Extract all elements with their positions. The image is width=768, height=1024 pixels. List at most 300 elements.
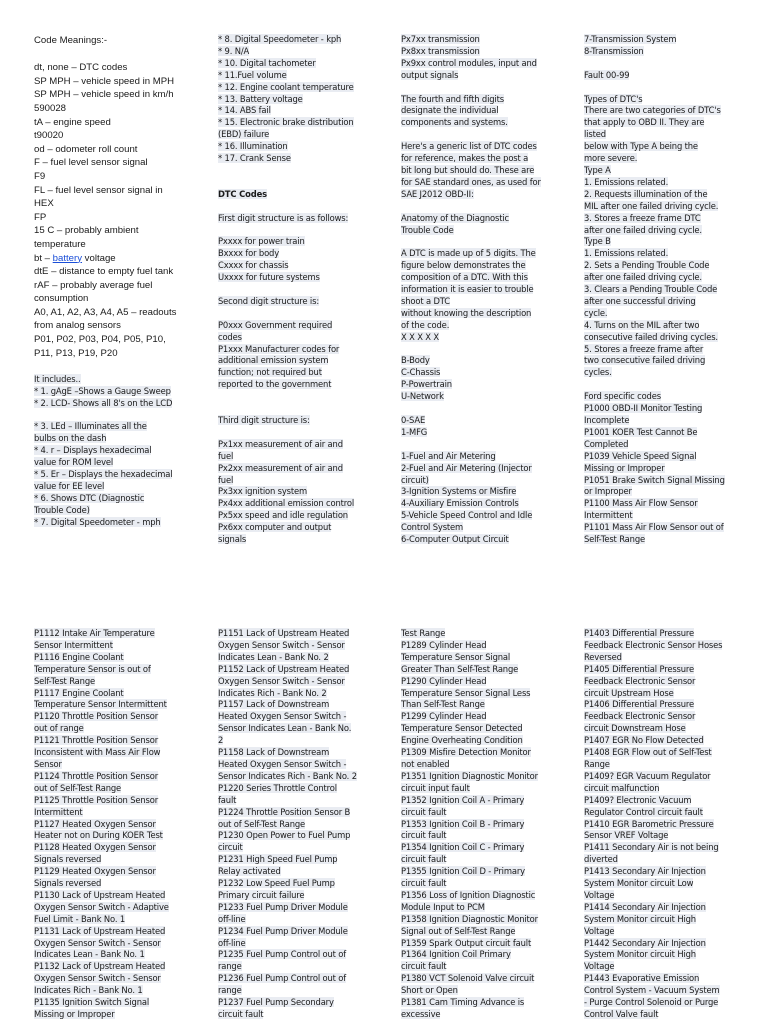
line-text: after one failed driving cycle. <box>584 272 702 283</box>
line-text: P1410 EGR Barometric Pressure <box>584 818 714 829</box>
line-text: Fault 00-99 <box>584 69 630 80</box>
line-text: * 7. Digital Speedometer - mph <box>34 516 161 527</box>
text-line <box>584 890 760 902</box>
text-line <box>218 58 394 70</box>
line-text: P1000 OBD-II Monitor Testing <box>584 403 703 414</box>
text-line <box>218 236 394 248</box>
text-line <box>218 699 394 711</box>
text-line <box>401 260 577 272</box>
line-text: Range <box>584 758 610 769</box>
line-text: temperature <box>34 238 86 250</box>
line-text: signals <box>218 534 247 545</box>
text-line <box>34 319 210 333</box>
gauge-functions-list <box>34 374 210 529</box>
text-line <box>401 355 577 367</box>
text-line <box>218 320 394 332</box>
line-text: Sensor VREF Voltage <box>584 830 669 841</box>
text-line <box>401 854 577 866</box>
line-text: * 11.Fuel volume <box>218 69 287 80</box>
text-line <box>401 427 577 439</box>
line-text: Control Valve fault <box>584 1009 659 1019</box>
line-text: * 17. Crank Sense <box>218 153 291 164</box>
line-text: 3-Ignition Systems or Misfire <box>401 486 517 497</box>
blank-line <box>401 129 577 141</box>
text-line <box>401 926 577 938</box>
text-line <box>584 819 760 831</box>
line-text: or Improper <box>584 486 632 497</box>
text-line <box>218 902 394 914</box>
text-line <box>584 272 760 284</box>
text-line <box>401 735 577 747</box>
text-line <box>401 914 577 926</box>
line-text: for reference, makes the post a <box>401 153 529 164</box>
text-line <box>34 640 210 652</box>
line-text: Heater not on During KOER Test <box>34 830 163 841</box>
text-line <box>584 699 760 711</box>
line-text: Sensor Intermittent <box>34 639 113 650</box>
text-line <box>584 783 760 795</box>
text-line <box>401 1009 577 1021</box>
text-line <box>34 711 210 723</box>
line-text: P1442 Secondary Air Injection <box>584 937 706 948</box>
line-text: Px2xx measurement of air and <box>218 462 343 473</box>
text-line <box>218 878 394 890</box>
line-text: Indicates Rich - Bank No. 2 <box>218 687 327 698</box>
line-text: P11, P13, P19, P20 <box>34 347 118 359</box>
text-line <box>218 938 394 950</box>
text-line <box>218 652 394 664</box>
line-text: A DTC is made up of 5 digits. The <box>401 248 536 259</box>
column-3-bottom <box>401 628 577 1021</box>
line-text: * 3. LEd – Illuminates all the <box>34 421 147 432</box>
text-line <box>218 439 394 451</box>
line-text: * 12. Engine coolant temperature <box>218 81 354 92</box>
text-line <box>34 129 210 143</box>
line-text: Self-Test Range <box>584 534 645 545</box>
line-text: composition of a DTC. With this <box>401 272 528 283</box>
text-line <box>584 213 760 225</box>
line-text: Engine Overheating Condition <box>401 735 523 746</box>
text-line <box>401 308 577 320</box>
text-line <box>401 652 577 664</box>
text-line <box>34 75 210 89</box>
line-text: voltage <box>82 252 116 264</box>
line-text: dtE – distance to empty fuel tank <box>34 266 174 278</box>
line-text: P1364 Ignition Coil Primary <box>401 949 511 960</box>
line-text: P1408 EGR Flow out of Self-Test <box>584 747 712 758</box>
blank-line <box>218 201 394 213</box>
text-line <box>401 771 577 783</box>
line-text: 590028 <box>34 102 67 114</box>
line-text: Px1xx measurement of air and <box>218 438 343 449</box>
text-line <box>401 795 577 807</box>
text-line <box>401 664 577 676</box>
line-text: function; not required but <box>218 367 322 378</box>
text-line <box>401 58 577 70</box>
text-line <box>34 197 210 211</box>
line-text: C-Chassis <box>401 367 441 378</box>
line-text: * 2. LCD- Shows all 8's on the LCD <box>34 397 173 408</box>
text-line <box>34 469 210 481</box>
line-text: P1358 Ignition Diagnostic Monitor <box>401 913 538 924</box>
line-text: shoot a DTC <box>401 295 450 306</box>
line-text: 5. Stores a freeze frame after <box>584 343 704 354</box>
line-text: * 15. Electronic brake distribution <box>218 117 354 128</box>
text-line <box>584 367 760 379</box>
text-line <box>34 795 210 807</box>
line-text: Module Input to PCM <box>401 901 485 912</box>
line-text: P1124 Throttle Position Sensor <box>34 770 159 781</box>
line-text: Intermittent <box>584 510 633 521</box>
line-text: diverted <box>584 854 618 865</box>
text-line <box>401 676 577 688</box>
line-text: The fourth and fifth digits <box>401 93 504 104</box>
text-line <box>584 795 760 807</box>
line-text: P1403 Differential Pressure <box>584 628 695 638</box>
line-text: reported to the government <box>218 379 332 390</box>
line-text: * 4. r – Displays hexadecimal <box>34 445 152 456</box>
line-text: Temperature Sensor Intermittent <box>34 699 167 710</box>
text-line <box>584 177 760 189</box>
text-line <box>218 997 394 1009</box>
line-text: P1039 Vehicle Speed Signal <box>584 450 697 461</box>
text-line <box>401 842 577 854</box>
text-line <box>584 105 760 117</box>
line-text: dt, none – DTC codes <box>34 62 128 74</box>
text-line <box>584 260 760 272</box>
text-line <box>34 985 210 997</box>
text-line <box>34 102 210 116</box>
text-line <box>584 153 760 165</box>
line-text: Indicates Lean - Bank No. 2 <box>218 651 329 662</box>
text-line <box>401 498 577 510</box>
text-line <box>34 723 210 735</box>
text-line <box>218 296 394 308</box>
line-text: P1355 Ignition Coil D - Primary <box>401 866 525 877</box>
text-line <box>584 439 760 451</box>
text-line <box>34 902 210 914</box>
text-line <box>34 973 210 985</box>
line-text: circuit input fault <box>401 782 470 793</box>
column-4-bottom <box>584 628 760 1021</box>
line-text: P1001 KOER Test Cannot Be <box>584 426 698 437</box>
line-text: P1237 Fuel Pump Secondary <box>218 997 334 1008</box>
line-text: 4. Turns on the MIL after two <box>584 319 700 330</box>
line-text: P1xxx Manufacturer codes for <box>218 343 340 354</box>
line-text: out of range <box>34 723 84 734</box>
text-line <box>584 973 760 985</box>
line-text: P1132 Lack of Upstream Heated <box>34 961 166 972</box>
text-line <box>218 711 394 723</box>
line-text: Self-Test Range <box>34 675 95 686</box>
line-text: Completed <box>584 438 629 449</box>
line-text: circuit) <box>401 474 429 485</box>
line-text: * 1. gAgE –Shows a Gauge Sweep <box>34 385 171 396</box>
line-text: P1120 Throttle Position Sensor <box>34 711 159 722</box>
line-text: circuit fault <box>401 878 447 889</box>
text-line <box>401 486 577 498</box>
line-text: Sensor <box>34 758 62 769</box>
line-text: P1112 Intake Air Temperature <box>34 628 155 638</box>
blank-line <box>218 308 394 320</box>
text-line <box>34 116 210 130</box>
text-line <box>401 475 577 487</box>
blank-line <box>34 48 210 62</box>
text-line <box>401 117 577 129</box>
text-line <box>218 415 394 427</box>
text-line <box>401 807 577 819</box>
line-text: MIL after one failed driving cycle. <box>584 200 719 211</box>
text-line <box>584 510 760 522</box>
blank-line <box>584 82 760 94</box>
blank-line <box>401 236 577 248</box>
text-line <box>584 355 760 367</box>
line-text: P1414 Secondary Air Injection <box>584 901 706 912</box>
text-line <box>34 505 210 517</box>
line-text: Feedback Electronic Sensor <box>584 675 696 686</box>
line-text: P1354 Ignition Coil C - Primary <box>401 842 525 853</box>
line-text: * 13. Battery voltage <box>218 93 303 104</box>
text-line <box>584 676 760 688</box>
text-line <box>218 367 394 379</box>
line-text: * 14. ABS fail <box>218 105 271 116</box>
line-text: Px5xx speed and idle regulation <box>218 510 348 521</box>
line-text: Px4xx additional emission control <box>218 498 355 509</box>
text-line <box>584 117 760 129</box>
line-text: bulbs on the dash <box>34 433 107 444</box>
text-line <box>34 628 210 640</box>
text-line <box>218 866 394 878</box>
text-line <box>584 534 760 546</box>
line-text: from analog sensors <box>34 320 121 332</box>
line-text: without knowing the description <box>401 307 532 318</box>
line-text: P1352 Ignition Coil A - Primary <box>401 794 525 805</box>
line-text: after one successful driving <box>584 295 696 306</box>
text-line <box>218 534 394 546</box>
text-line <box>218 640 394 652</box>
text-line <box>401 451 577 463</box>
text-line <box>401 248 577 260</box>
line-text: excessive <box>401 1009 441 1019</box>
line-text: Control System <box>401 522 464 533</box>
text-line <box>584 759 760 771</box>
line-text: listed <box>584 129 606 140</box>
text-line <box>401 534 577 546</box>
text-line <box>584 189 760 201</box>
text-line <box>218 34 394 46</box>
text-line <box>584 165 760 177</box>
text-line <box>34 890 210 902</box>
line-text: figure below demonstrates the <box>401 260 526 271</box>
line-text: P1117 Engine Coolant <box>34 687 124 698</box>
line-text: Temperature Sensor Signal Less <box>401 687 531 698</box>
text-line <box>34 279 210 293</box>
text-line <box>34 866 210 878</box>
line-text: components and systems. <box>401 117 508 128</box>
text-line <box>401 949 577 961</box>
text-line <box>34 878 210 890</box>
line-text: P1413 Secondary Air Injection <box>584 866 706 877</box>
text-line <box>584 807 760 819</box>
line-text: P1380 VCT Solenoid Valve circuit <box>401 973 535 984</box>
line-text: Sensor Indicates Lean - Bank No. <box>218 723 352 734</box>
column-1-top <box>34 34 210 529</box>
text-line <box>218 985 394 997</box>
text-line <box>401 711 577 723</box>
line-text: Heated Oxygen Sensor Switch - <box>218 758 347 769</box>
text-line <box>401 961 577 973</box>
line-text: consumption <box>34 293 89 305</box>
text-line <box>401 688 577 700</box>
text-line <box>218 676 394 688</box>
text-line <box>401 510 577 522</box>
text-line <box>218 94 394 106</box>
line-text: P1151 Lack of Upstream Heated <box>218 628 350 638</box>
line-text: P1235 Fuel Pump Control out of <box>218 949 347 960</box>
line-text: off-line <box>218 913 246 924</box>
line-text: off-line <box>218 937 246 948</box>
text-line <box>401 902 577 914</box>
text-line <box>584 129 760 141</box>
text-line <box>584 985 760 997</box>
column-1-bottom <box>34 628 210 1021</box>
line-text: P1290 Cylinder Head <box>401 675 487 686</box>
line-text: Short or Open <box>401 985 458 996</box>
line-text: Indicates Rich - Bank No. 1 <box>34 985 143 996</box>
text-line <box>584 949 760 961</box>
text-line <box>218 961 394 973</box>
text-line <box>584 878 760 890</box>
line-text: Trouble Code) <box>34 504 90 515</box>
battery-link[interactable]: battery <box>52 252 83 264</box>
text-line <box>34 938 210 950</box>
text-line <box>584 735 760 747</box>
text-line <box>401 747 577 759</box>
text-line <box>584 296 760 308</box>
text-line <box>584 308 760 320</box>
text-line <box>401 938 577 950</box>
text-line <box>34 398 210 410</box>
text-line <box>401 391 577 403</box>
line-text: Px9xx control modules, input and <box>401 57 537 68</box>
line-text: more severe. <box>584 153 638 164</box>
line-text: after one failed driving cycle. <box>584 224 702 235</box>
line-text: Oxygen Sensor Switch - Sensor <box>34 973 161 984</box>
text-line <box>218 153 394 165</box>
line-text: 2-Fuel and Air Metering (Injector <box>401 462 532 473</box>
text-line <box>401 628 577 640</box>
text-line <box>401 320 577 332</box>
line-text: P1309 Misfire Detection Monitor <box>401 747 531 758</box>
line-text: P1356 Loss of Ignition Diagnostic <box>401 889 536 900</box>
text-line <box>584 854 760 866</box>
text-line <box>584 236 760 248</box>
line-text: circuit malfunction <box>584 782 660 793</box>
text-line <box>34 481 210 493</box>
line-text: 15 C – probably ambient <box>34 225 139 237</box>
line-text: It includes.. <box>34 373 81 384</box>
text-line <box>584 225 760 237</box>
line-text: Test Range <box>401 628 446 638</box>
line-text: Cxxxx for chassis <box>218 260 289 271</box>
line-text: P1405 Differential Pressure <box>584 663 695 674</box>
line-text: that apply to OBD II. They are <box>584 117 705 128</box>
text-line <box>584 938 760 950</box>
text-line <box>34 238 210 252</box>
text-line <box>34 783 210 795</box>
line-text: P1411 Secondary Air is not being <box>584 842 719 853</box>
text-line <box>34 88 210 102</box>
text-line <box>584 70 760 82</box>
text-line <box>34 156 210 170</box>
line-text: Px6xx computer and output <box>218 522 332 533</box>
text-line <box>584 46 760 58</box>
text-line <box>584 34 760 46</box>
line-text: Signal out of Self-Test Range <box>401 925 516 936</box>
text-line <box>218 344 394 356</box>
line-text: value for EE level <box>34 481 105 491</box>
text-line <box>34 926 210 938</box>
blank-line <box>218 391 394 403</box>
line-text: bt – <box>34 252 53 264</box>
text-line <box>401 272 577 284</box>
text-line <box>34 842 210 854</box>
text-line <box>584 427 760 439</box>
line-text: P1233 Fuel Pump Driver Module <box>218 901 348 912</box>
line-text: Greater Than Self-Test Range <box>401 663 519 674</box>
text-line <box>218 82 394 94</box>
line-text: SAE J2012 OBD-II: <box>401 188 474 199</box>
text-line <box>218 463 394 475</box>
line-text: range <box>218 985 242 996</box>
text-line <box>401 225 577 237</box>
text-line <box>34 252 210 266</box>
line-text: Voltage <box>584 925 615 936</box>
text-line <box>218 498 394 510</box>
line-text: F – fuel level sensor signal <box>34 157 148 169</box>
line-text: below with Type A being the <box>584 141 698 152</box>
line-text: P1130 Lack of Upstream Heated <box>34 889 166 900</box>
text-line <box>401 284 577 296</box>
line-text: additional emission system <box>218 355 329 366</box>
text-line <box>584 415 760 427</box>
blank-line <box>401 344 577 356</box>
text-line <box>218 475 394 487</box>
blank-line <box>34 410 210 422</box>
line-text: SP MPH – vehicle speed in km/h <box>34 89 174 101</box>
line-text: P0xxx Government required <box>218 319 333 330</box>
text-line <box>34 265 210 279</box>
line-text: P1129 Heated Oxygen Sensor <box>34 866 156 877</box>
line-text: Relay activated <box>218 866 281 877</box>
line-text: 2. Requests illumination of the <box>584 188 708 199</box>
text-line <box>584 926 760 938</box>
line-text: Type A <box>584 164 611 175</box>
line-text: P1359 Spark Output circuit fault <box>401 937 532 948</box>
line-text: 1-MFG <box>401 426 428 437</box>
text-line <box>34 292 210 306</box>
line-text: information it is easier to trouble <box>401 284 534 295</box>
line-text: P1232 Low Speed Fuel Pump <box>218 878 335 889</box>
line-text: Missing or Improper <box>584 462 665 473</box>
text-line <box>34 517 210 529</box>
text-line <box>218 117 394 129</box>
text-line <box>401 866 577 878</box>
text-line <box>584 664 760 676</box>
text-line <box>34 735 210 747</box>
line-text: cycle. <box>584 307 608 318</box>
text-line <box>218 830 394 842</box>
